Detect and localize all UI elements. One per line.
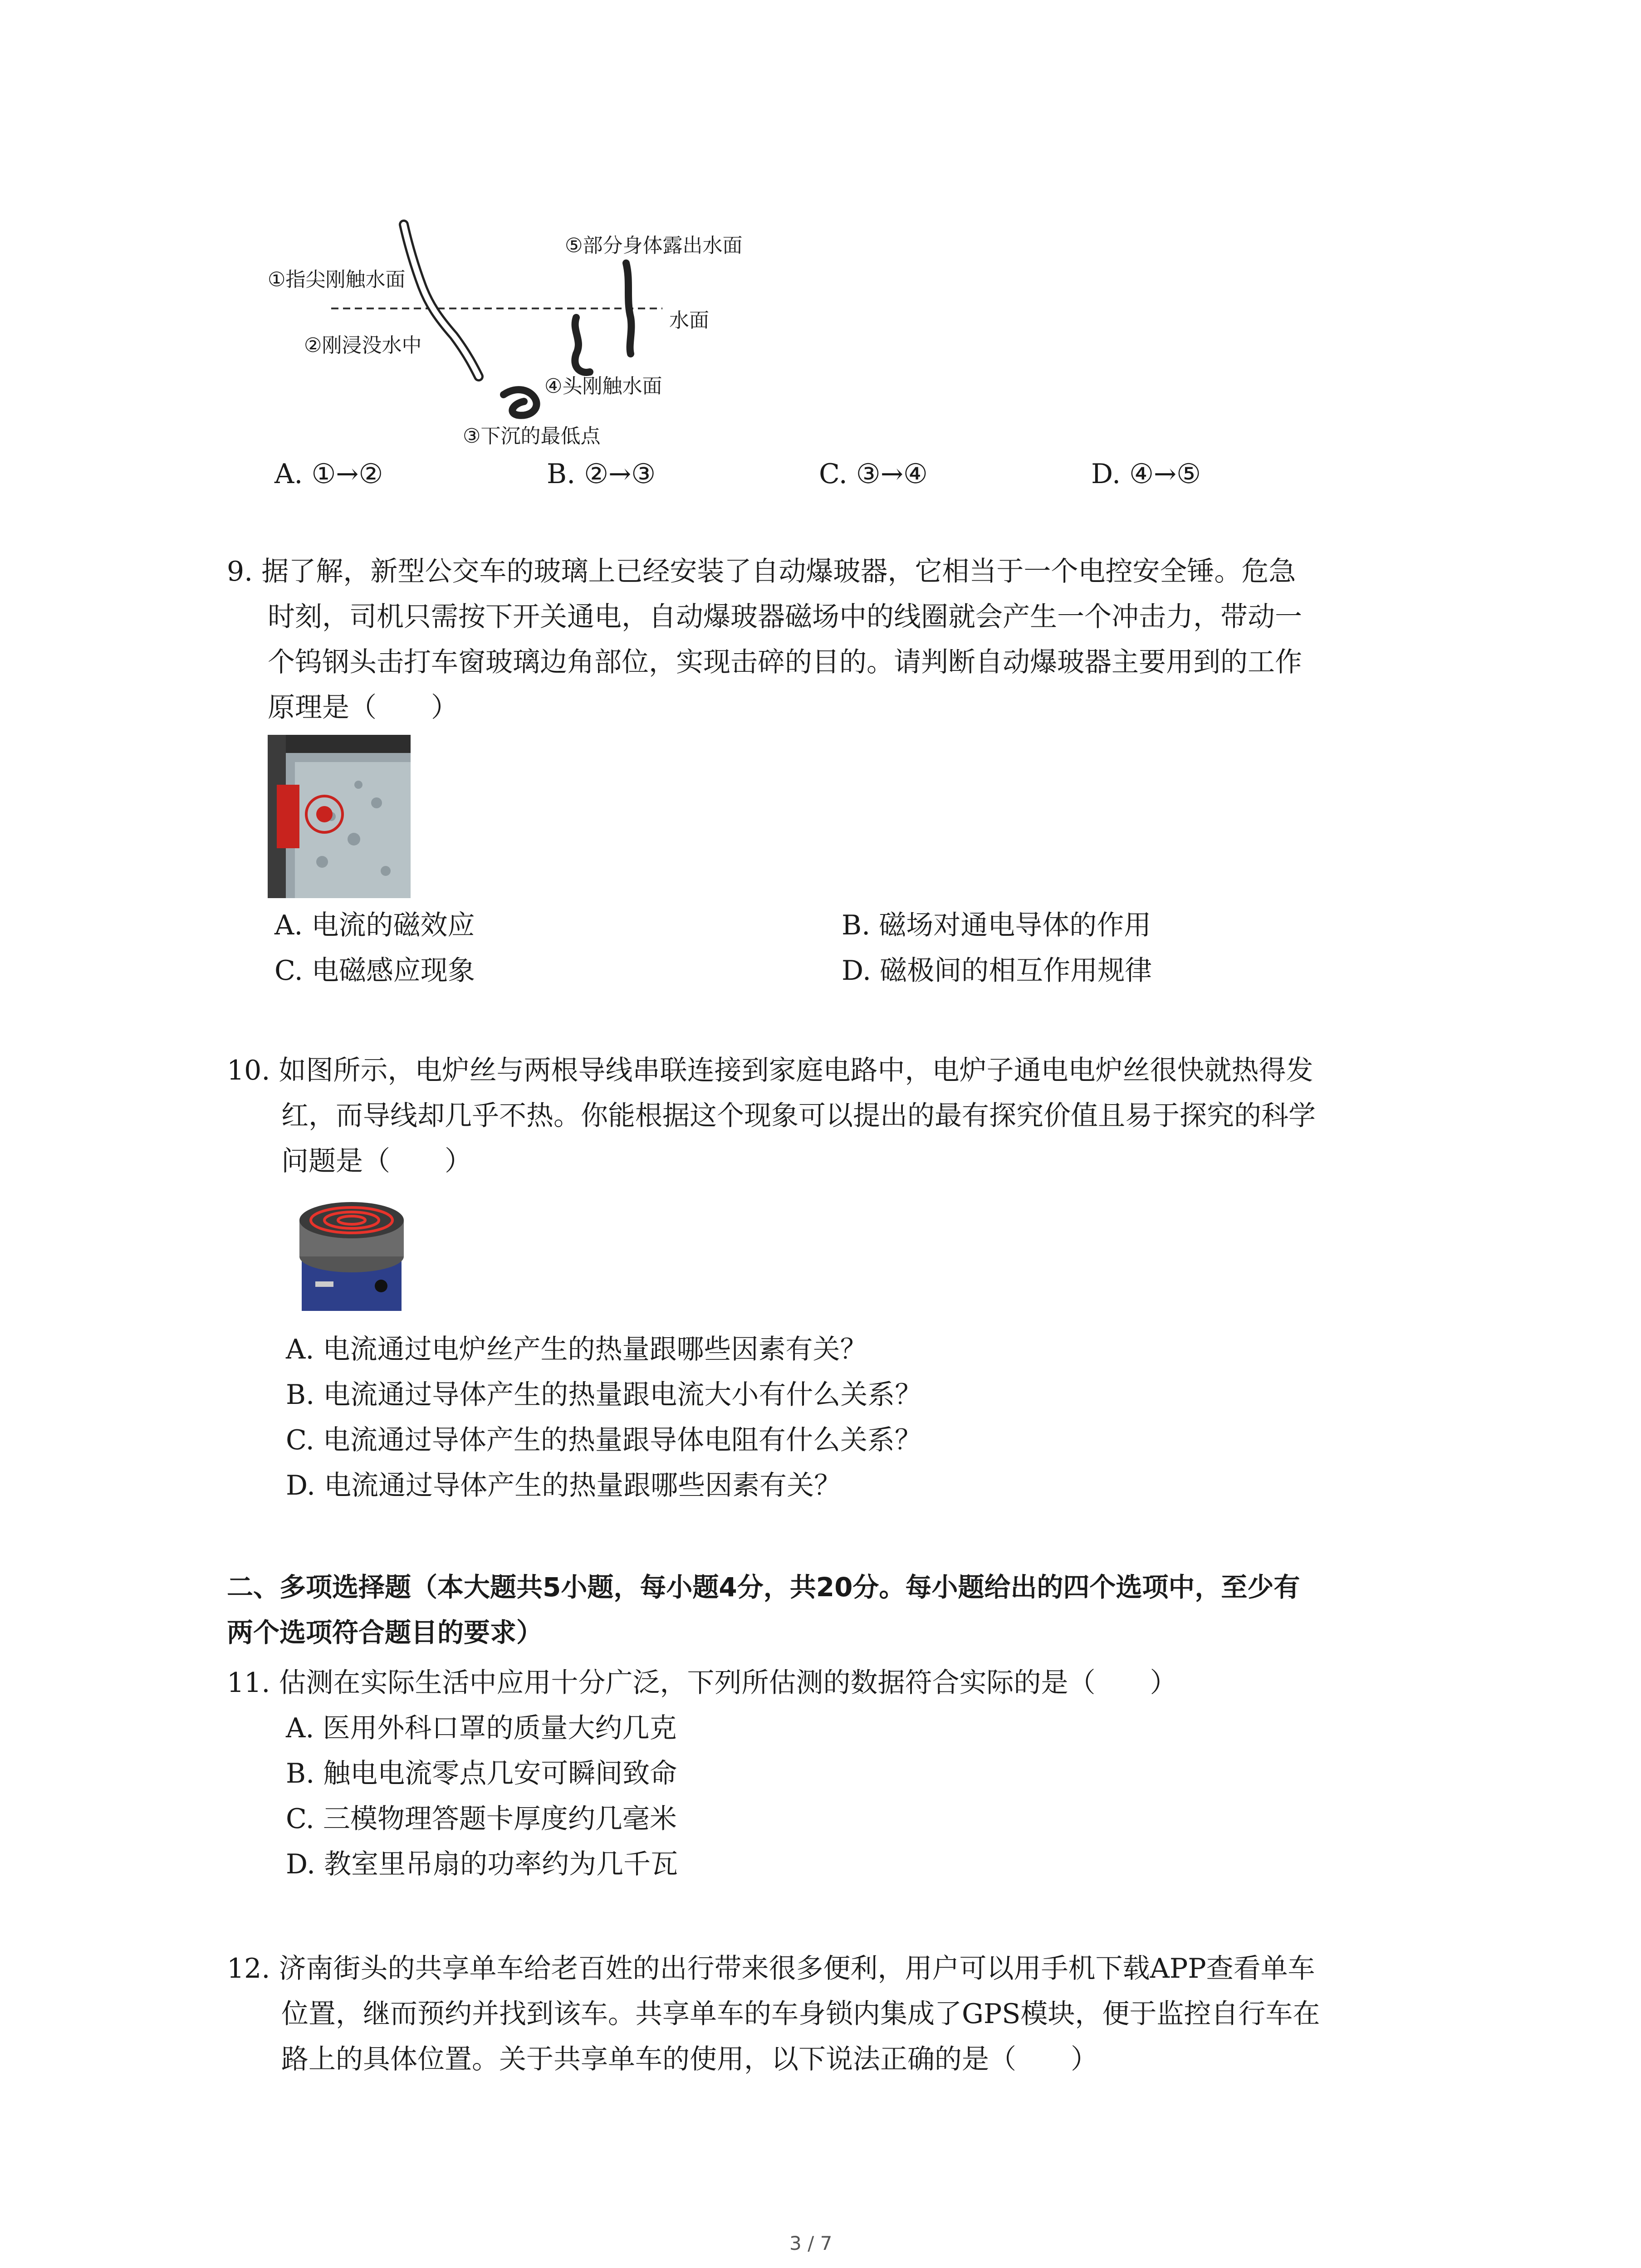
q12-line-3: 路上的具体位置。关于共享单车的使用，以下说法正确的是（ ） [281,2043,1098,2075]
label-5: ⑤部分身体露出水面 [565,234,743,257]
label-4: ④头刚触水面 [544,375,662,398]
q11-option-b: B. 触电电流零点几安可瞬间致命 [286,1758,677,1789]
q10-option-b: B. 电流通过导体产生的热量跟电流大小有什么关系？ [286,1379,922,1411]
bus-window-photo [268,735,411,898]
label-1: ①指尖刚触水面 [268,268,406,291]
q9-line-3: 个钨钢头击打车窗玻璃边角部位，实现击碎的目的。请判断自动爆玻器主要用到的工作 [268,646,1302,678]
q9-option-b: B. 磁场对通电导体的作用 [842,909,1151,941]
q9-option-d: D. 磁极间的相互作用规律 [842,955,1152,987]
q10-line-2: 红，而导线却几乎不热。你能根据这个现象可以提出的最有探究价值且易于探究的科学 [281,1100,1316,1132]
label-3: ③下沉的最低点 [463,425,601,448]
diver-surfacing [626,263,631,354]
q8-option-c: C. ③→④ [819,458,928,490]
label-2: ②刚浸没水中 [304,334,422,357]
q8-option-b: B. ②→③ [547,458,656,490]
q9-line-4: 原理是（ ） [268,692,458,723]
electric-stove-photo [284,1188,415,1320]
diver-lowest [504,390,537,415]
label-water: 水面 [669,309,709,332]
q10-option-a: A. 电流通过电炉丝产生的热量跟哪些因素有关？ [286,1334,867,1365]
q9-line-1: 9. 据了解，新型公交车的玻璃上已经安装了自动爆玻器，它相当于一个电控安全锤。危急 [227,556,1296,587]
q10-option-d: D. 电流通过导体产生的热量跟哪些因素有关？ [286,1470,842,1501]
diver-rising [575,318,590,372]
q9-option-c: C. 电磁感应现象 [274,955,475,987]
q9-option-a: A. 电流的磁效应 [274,909,475,941]
q11-option-d: D. 教室里吊扇的功率约为几千瓦 [286,1848,678,1880]
q10-line-1: 10. 如图所示，电炉丝与两根导线串联连接到家庭电路中，电炉子通电电炉丝很快就热得发 [227,1055,1313,1086]
bus-window-drawing [268,735,411,898]
q12-line-1: 12. 济南街头的共享单车给老百姓的出行带来很多便利，用户可以用手机下载APP查看单车 [227,1953,1315,1984]
q12-line-2: 位置，继而预约并找到该车。共享单车的车身锁内集成了GPS模块，便于监控自行车在 [281,1998,1320,2030]
q11-line: 11. 估测在实际生活中应用十分广泛，下列所估测的数据符合实际的是（ ） [227,1667,1177,1699]
q11-option-a: A. 医用外科口罩的质量大约几克 [286,1712,677,1744]
q11-option-c: C. 三模物理答题卡厚度约几毫米 [286,1803,677,1835]
q10-option-c: C. 电流通过导体产生的热量跟导体电阻有什么关系？ [286,1424,922,1456]
electric-stove-drawing [284,1188,415,1320]
q8-option-a: A. ①→② [274,458,383,490]
q9-line-2: 时刻，司机只需按下开关通电，自动爆玻器磁场中的线圈就会产生一个冲击力，带动一 [268,601,1302,633]
q10-line-3: 问题是（ ） [281,1145,472,1177]
section-2-heading-line-2: 两个选项符合题目的要求） [227,1617,543,1648]
section-2-heading-line-1: 二、多项选择题（本大题共5小题，每小题4分，共20分。每小题给出的四个选项中，至少有 [227,1572,1300,1603]
page-number: 3 / 7 [789,2232,833,2254]
q8-option-d: D. ④→⑤ [1091,458,1201,490]
